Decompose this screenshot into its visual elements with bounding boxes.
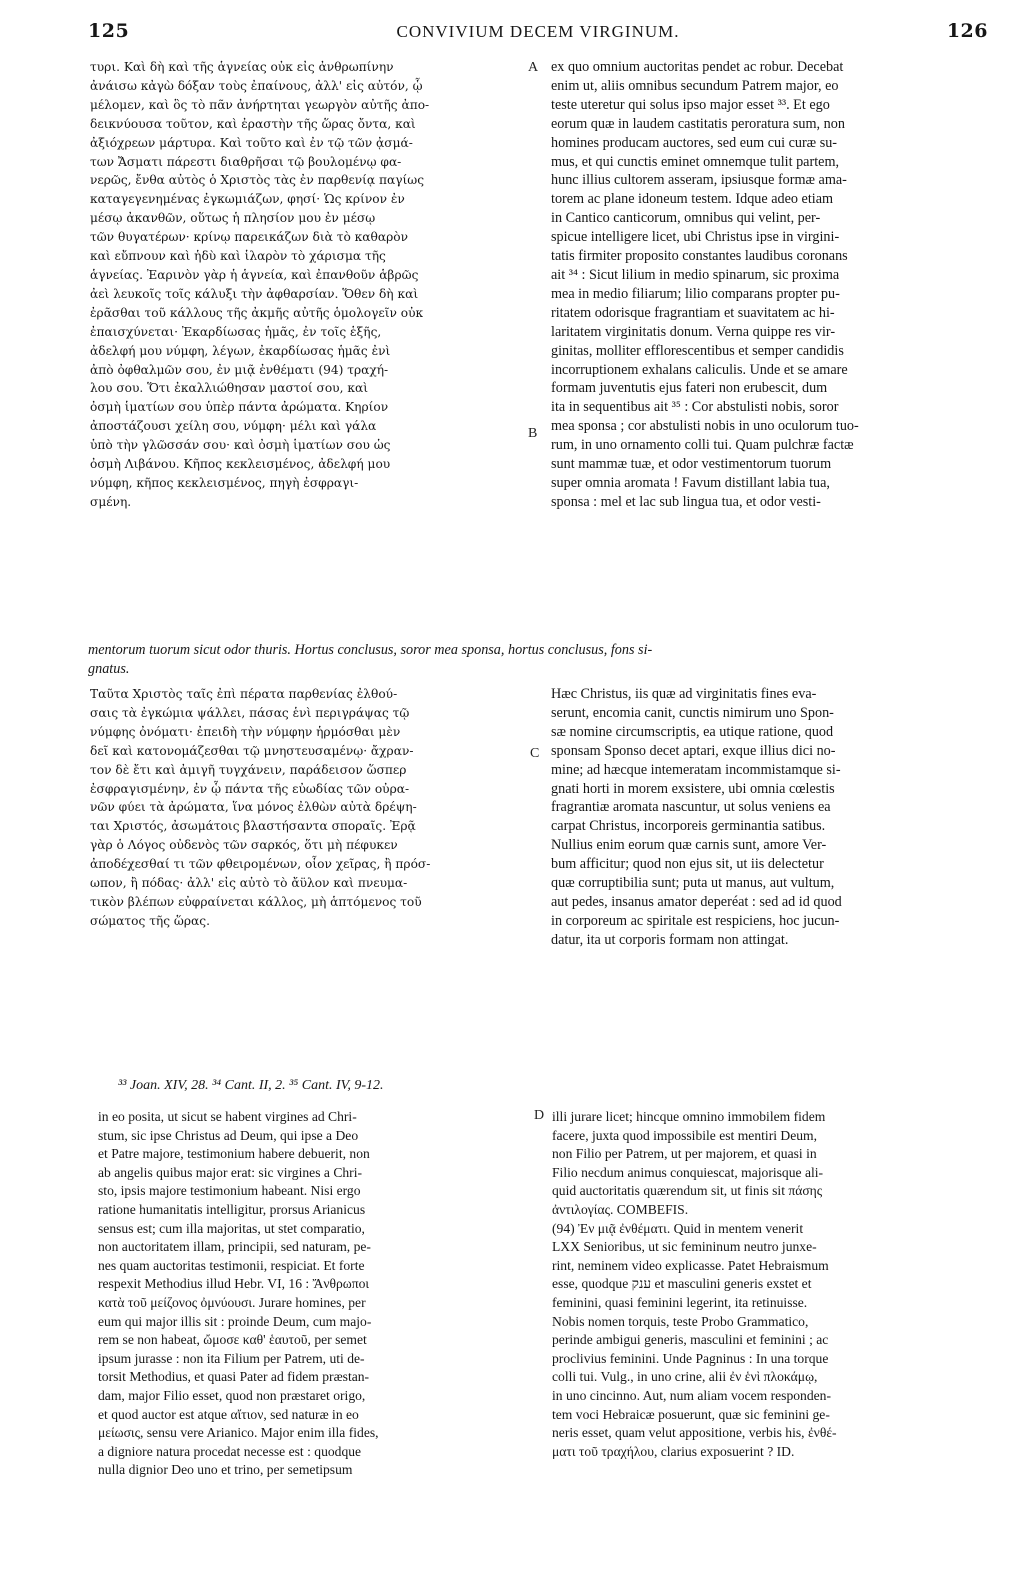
page-number-right: 126 — [946, 20, 988, 42]
footnotes: ³³ Joan. XIV, 28. ³⁴ Cant. II, 2. ³⁵ Cant. IV, 9-12. — [118, 1078, 384, 1093]
page-header — [88, 20, 988, 46]
notes-column-left — [98, 1108, 526, 1568]
greek-column-mid — [90, 685, 515, 985]
latin-fullwidth-line: mentorum tuorum sicut odor thuris. Hortus conclusus, soror mea sponsa, hortus conclusus, fons si- gnatus. — [88, 642, 653, 677]
running-title: CONVIVIUM DECEM VIRGINUM. — [396, 22, 680, 41]
latin-text-mid: Hæc Christus, iis quæ ad virginitatis fines eva- serunt, encomia canit, cunctis nimirum uno Spon- sæ nomine circumscriptis, ea utique ratione, quod sponsam Sponso decet aptari, exque illius dici no- mine; ad hæcque intemeratam incommistamque si- gnati horti in morem exsistere, ubi omnia cœlestis fragrantiæ aromata nascuntur, ut solus veniens ea carpat Christus, incorporeis germinantia satibus. Nullius enim eorum quæ carnis sunt, amore Ver- bum afficitur; quod non ejus sit, ut iis delectetur quæ corruptibilia sunt; puta ut manus, aut vultum, aut pedes, insanus amator deperéat : sed ad id quod in corporeum ac spiritale est respiciens, hoc jucun- datur, ita ut corporis formam non attingat. — [551, 686, 842, 948]
greek-text-top: τυρι. Καὶ δὴ καὶ τῆς ἁγνείας οὐκ εἰς ἀνθρωπίνην ἀνάισω κἀγὼ δόξαν τοὺς ἐπαίνους, ἀλλ' εἰς αὐτόν, ᾧ μέλομεν, καὶ ὃς τὸ πᾶν ἀνήρτηται γεωργὸν αὐτῆς ἀπο- δεικνύουσα τοῦτον, καὶ ἐραστὴν τῆς ὥρας ὄντα, καὶ ἀξιόχρεων μάρτυρα. Καὶ τοῦτο καὶ ἐν τῷ τῶν ᾀσμά- των Ἄσματι πάρεστι διαθρῆσαι τῷ βουλομένῳ φα- νερῶς, ἔνθα αὐτὸς ὁ Χριστὸς τὰς ἐν παρθενίᾳ παγίως καταγεγενημένας ἐγκωμιάζων, φησί· Ὡς κρίνον ἐν μέσῳ ἀκανθῶν, οὕτως ἡ πλησίον μου ἐν μέσῳ τῶν θυγατέρων· κρίνῳ παρεικάζων διὰ τὸ καθαρὸν καὶ εὔπνουν καὶ ἡδὺ καὶ ἱλαρὸν τὸ χάρισμα τῆς ἁγνείας. Ἐαρινὸν γὰρ ἡ ἁγνεία, καὶ ἐπανθοῦν ἁβρῶς ἀεὶ λευκοῖς τοῖς κάλυξι τὴν ἀφθαρσίαν. Ὅθεν δὴ καὶ ἐρᾶσθαι τοῦ κάλλους τῆς ἀκμῆς αὐτῆς ὁμολογεῖν οὐκ ἐπαισχύνεται· Ἐκαρδίωσας ἡμᾶς, ἐν τοῖς ἑξῆς, ἀδελφή μου νύμφη, λέγων, ἐκαρδίωσας ἡμᾶς ἐνὶ ἀπὸ ὀφθαλμῶν σου, ἐν μιᾷ ἐνθέματι (94) τραχή- λου σου. Ὅτι ἐκαλλιώθησαν μαστοί σου, καὶ ὀσμὴ ἱματίων σου ὑπὲρ πάντα ἀρώματα. Κηρίον ἀποστάζουσι χείλη σου, νύμφη· μέλι καὶ γάλα ὑπὸ τὴν γλῶσσάν σου· καὶ ὀσμὴ ἱματίων σου ὡς ὀσμὴ Λιβάνου. Κῆπος κεκλεισμένος, ἀδελφή μου νύμφη, κῆπος κεκλεισμένος, πηγὴ ἐσφραγι- σμένη. — [90, 60, 430, 509]
margin-letter-d: D — [534, 1108, 545, 1123]
greek-text-mid: Ταῦτα Χριστὸς ταῖς ἐπὶ πέρατα παρθενίας ἐλθού- σαις τὰ ἐγκώμια ψάλλει, πάσας ἑνὶ περιγράψας τῷ νύμφης ὀνόματι· ἐπειδὴ τὴν νύμφην ἡρμόσθαι μὲν δεῖ καὶ κατονομάζεσθαι τῷ μνηστευσαμένῳ· ἄχραν- τον δὲ ἔτι καὶ ἀμιγῆ τυγχάνειν, παράδεισον ὥσπερ ἐσφραγισμένην, ἐν ᾧ πάντα τῆς εὐωδίας τῶν οὐρα- νῶν φύει τὰ ἀρώματα, ἵνα μόνος ἐλθὼν αὐτὰ δρέψη- ται Χριστός, ἀσωμάτοις βλαστήσαντα σποραῖς. Ἐρᾷ γὰρ ὁ Λόγος οὐδενὸς τῶν σαρκός, ὅτι μὴ πέφυκεν ἀποδέχεσθαί τι τῶν φθειρομένων, οἷον χεῖρας, ἢ πρόσ- ωπον, ἢ πόδας· ἀλλ' εἰς αὐτὸ τὸ ἄϋλον καὶ πνευμα- τικὸν βλέπων εὐφραίνεται κάλλος, μὴ ἁπτόμενος τοῦ σώματος τῆς ὥρας. — [90, 687, 431, 928]
notes-text-left: in eo posita, ut sicut se habent virgines ad Chri- stum, sic ipse Christus ad Deum, qui ipse a Deo et Patre majore, testimonium habere debuerit, non ab angelis quibus major erat: sic virgines a Chri- sto, ipsis majore testimonium habeant. Nisi ergo ratione humanitatis intelligitur, prorsus Arianicus sensus est; cum illa majoritas, ut stet comparatio, non auctoritatem illam, principii, sed naturam, pe- nes quam auctoritas testimonii, respiciat. Et forte respexit Methodius illud Hebr. VI, 16 : Ἄνθρωποι κατὰ τοῦ μείζονος ὀμνύουσι. Jurare homines, per eum qui major illis sit : proinde Deum, cum majo- rem se non habeat, ὤμοσε καθ' ἑαυτοῦ, per semet ipsum jurasse : non ita Filium per Patrem, uti de- torsit Methodius, et quasi Pater ad fidem præstan- dam, major Filio esset, quod non præstaret origo, et quod auctor est atque αἴτιον, sed naturæ in eo μείωσις, sensu vere Arianico. Major enim illa fides, a digniore natura procedat necesse est : quodque nulla dignior Deo uno et trino, per semetipsum — [98, 1109, 379, 1478]
margin-letter-b: B — [528, 426, 538, 441]
margin-letter-c: C — [530, 746, 540, 761]
page-number-left: 125 — [88, 20, 130, 42]
latin-text-top: ex quo omnium auctoritas pendet ac robur. Decebat enim ut, aliis omnibus secundum Patrem major, eo teste uteretur qui solus ipso major esset ³³. Et ego eorum quæ in laudem castitatis peroratura sum, non homines producam auctores, sed eum cui curæ su- mus, et qui cunctis eminet omnemque tulit partem, hunc illius cultorem asseram, ipsiusque formæ ama- torem ac plane idoneum testem. Idque adeo etiam in Cantico canticorum, omnibus qui velint, per- spicue intelligere licet, ubi Christus ipse in virgini- tatis firmiter proposito constantes laudibus coronans ait ³⁴ : Sicut lilium in medio spinarum, sic proxima mea in medio filiarum; lilio comparans propter pu- ritatem odorisque fragrantiam et suavitatem ac hi- laritatem virginitatis donum. Verna quippe res vir- ginitas, molliter efflorescentibus et semper candidis incorruptionem exhalans caliculis. Unde et se amare formam juventutis ejus fateri non erubescit, dum ita in sequentibus ait ³⁵ : Cor abstulisti nobis, soror mea sponsa ; cor abstulisti nobis in uno oculorum tuo- rum, in uno ornamento colli tui. Quam pulchræ factæ sunt mammæ tuæ, et odor vestimentorum tuorum super omnia aromata ! Favum distillant labia tua, sponsa : mel et lac sub lingua tua, et odor vesti- — [551, 59, 859, 510]
notes-text-right: illi jurare licet; hincque omnino immobilem fidem facere, juxta quod impossibile est mentiri Deum, non Filio per Patrem, ut per majorem, et quasi in Filio necdum animus conquiescat, majorisque ali- quid auctoritatis quærendum sit, ut finis sit πάσης ἀντιλογίας. COMBEFIS. (94) Ἐν μιᾷ ἐνθέματι. Quid in mentem venerit LXX Senioribus, ut sic femininum neutro junxe- rint, neminem video explicasse. Patet Hebraismum esse, quodque ענק et masculini generis exstet et feminini, quasi feminini legerint, ita retinuisse. Nobis nomen torquis, teste Probo Grammatico, perinde ambigui generis, masculini et feminini ; ac proclivius feminini. Unde Pagninus : In una torque colli tui. Vulg., in uno crine, alii ἐν ἑνὶ πλοκάμῳ, in uno cincinno. Aut, num aliam vocem responden- tem voci Hebraicæ posuerunt, quæ sic feminini ge- neris esset, quam velut appositione, verbis his, ἐνθέ- ματι τοῦ τραχήλου, clarius exposuerint ? ID. — [552, 1109, 837, 1459]
latin-column-mid — [551, 685, 994, 985]
greek-column-top — [90, 58, 515, 638]
latin-column-top — [551, 58, 994, 638]
notes-column-right — [552, 1108, 994, 1568]
margin-letter-a: A — [528, 60, 539, 75]
